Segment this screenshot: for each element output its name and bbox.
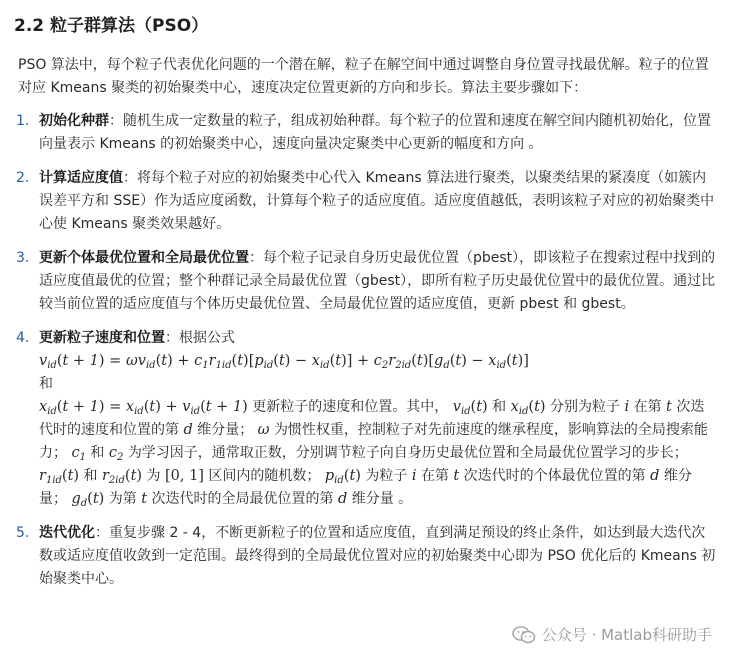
step-text: 次迭代时的全局最优位置的第 (151, 491, 334, 507)
step-text: ：根据公式 (165, 330, 235, 346)
step-text: 维分量 。 (351, 491, 413, 507)
list-number: 5. (16, 525, 30, 541)
step-text: 次迭代时的速度和位置的第 (39, 399, 705, 438)
step-text: 和 (83, 468, 98, 484)
step-text: 在第 (633, 399, 662, 415)
step-text: 为惯性权重，控制粒子对先前速度的继承程度，影响算法的全局搜索能力； (39, 422, 708, 461)
step-text: ：将每个粒子对应的初始聚类中心代入 Kmeans 算法进行聚类，以聚类结果的紧凑度（如簇内误差平方和 SSE）作为适应度函数，计算每个粒子的适应度值。适应度值越低，表明该粒子对应的初始聚类中心使 Kmeans 聚类效果越好。 (39, 170, 715, 232)
step-text: 和 (90, 445, 105, 461)
watermark (512, 624, 712, 645)
step-title: 更新个体最优位置和全局最优位置 (39, 250, 249, 266)
position-equation: $x_{id}(t + 1) = x_{id}(t) + v_{id}(t + 1)$ (39, 399, 248, 417)
step-text: 更新粒子的速度和位置。其中， (252, 399, 449, 415)
steps-list (14, 110, 718, 591)
intro-paragraph: PSO 算法中，每个粒子代表优化问题的一个潜在解，粒子在解空间中通过调整自身位置寻找最优解。粒子的位置对应 Kmeans 聚类的初始聚类中心，速度决定位置更新的方向和步长。算法主要步骤如下： (18, 57, 709, 96)
step-text: 为学习因子，通常取正数，分别调节粒子向自身历史最优位置和全局最优位置学习的步长； (127, 445, 688, 461)
step-title: 更新粒子速度和位置 (39, 330, 165, 346)
step-text: 在第 (420, 468, 449, 484)
step-title: 初始化种群 (39, 113, 109, 129)
step-text: 为第 (108, 491, 137, 507)
list-item: 4. 更新粒子速度和位置：根据公式 $v_{id}(t + 1) = \omega v_{id}(t) + c_1r_{1id}(t)[p_{id}(t) - x_{id}(t)] + c_2r_{2id}(t)[g_d(t) - x_{id}(t)]$ 和 $x_{id}(t + 1) = x_{id}(t) + v_{id}(t + 1)$ 更新粒子的速度和位置。其中， $v_{id}(t)$ 和 $x_{id}(t)$ 分别为粒子 i 在第 t 次迭代时的速度和位置的第 d 维分量； ω 为惯性权重，控制粒子对先前速度的继承程度，影响算法的全局搜索能力； $c_1$ 和 $c_2$ 为学习因子，通常取正数，分别调节粒子向自身历史最优位置和全局最优位置学习的步长； $r_{1id}(t)$ 和 $r_{2id}(t)$ 为 [0, 1] 区间内的随机数； $p_{id}(t)$ 为粒子 i 在第 t 次迭代时的个体最优位置的第 d 维分量； $g_d(t)$ 为第 t 次迭代时的全局最优位置的第 d 维分量 。 (14, 327, 718, 511)
step-text: ：重复步骤 2 - 4，不断更新粒子的位置和适应度值，直到满足预设的终止条件，如达到最大迭代次数或适应度值收敛到一定范围。最终得到的全局最优位置对应的初始聚类中心即为 PSO 优化后的 Kmeans 初始聚类中心。 (39, 525, 716, 587)
step-text: 分别为粒子 (550, 399, 621, 415)
velocity-equation: $v_{id}(t + 1) = \omega v_{id}(t) + c_1r_{1id}(t)[p_{id}(t) - x_{id}(t)] + c_2r_{2id}(t)[g_d(t) - x_{id}(t)]$ (39, 353, 529, 371)
step-title: 计算适应度值 (39, 170, 123, 186)
list-item (14, 522, 718, 591)
step-text: 和 (39, 376, 53, 392)
list-item (14, 247, 718, 316)
step-text: 区间内的随机数； (208, 468, 321, 484)
section-heading: 2.2 粒子群算法（PSO） (14, 16, 209, 36)
list-item (14, 167, 718, 236)
list-number: 2. (16, 170, 30, 186)
step-text: ：每个粒子记录自身历史最优位置（pbest），即该粒子在搜索过程中找到的适应度值最优的位置；整个种群记录全局最优位置（gbest），即所有粒子历史最优位置中的最优位置。通过比较当前位置的适应度值与个体历史最优位置、全局最优位置的适应度值，更新 pbest 和 gbest。 (39, 250, 716, 312)
step-text: 和 (492, 399, 507, 415)
watermark-text: 公众号 · Matlab科研助手 (541, 626, 712, 644)
step-text: 为 (146, 468, 161, 484)
step-text: 维分量； (197, 422, 254, 438)
list-number: 3. (16, 250, 30, 266)
list-number: 4. (16, 330, 30, 346)
step-text: 为粒子 (365, 468, 408, 484)
step-text: 次迭代时的个体最优位置的第 (463, 468, 646, 484)
list-item (14, 110, 718, 156)
list-number: 1. (16, 113, 30, 129)
wechat-icon (512, 626, 536, 644)
step-title: 迭代优化 (39, 525, 95, 541)
step-text: ：随机生成一定数量的粒子，组成初始种群。每个粒子的位置和速度在解空间内随机初始化，位置向量表示 Kmeans 的初始聚类中心，速度向量决定聚类中心更新的幅度和方向 。 (39, 113, 711, 152)
step-text: 维分量； (39, 468, 692, 507)
